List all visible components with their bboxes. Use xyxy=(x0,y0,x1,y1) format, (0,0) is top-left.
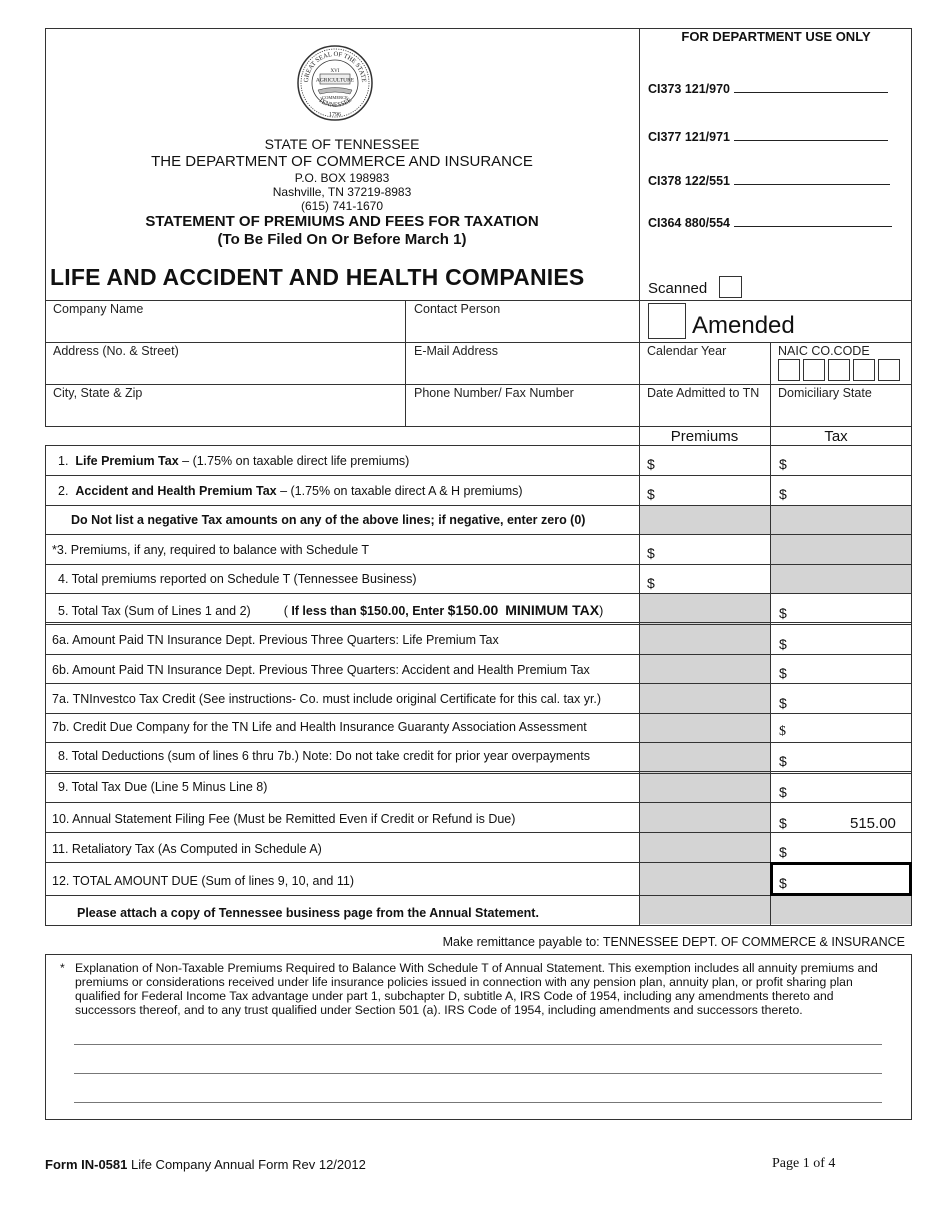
line-2-label: 2. Accident and Health Premium Tax – (1.75% on taxable direct A & H premiums) xyxy=(58,484,523,498)
line-6b-label: 6b. Amount Paid TN Insurance Dept. Previous Three Quarters: Accident and Health Premium Tax xyxy=(52,663,590,677)
line-7b-label: 7b. Credit Due Company for the TN Life and Health Insurance Guaranty Association Assessment xyxy=(52,720,587,734)
line-1-premium-field[interactable]: $ xyxy=(647,456,655,472)
premiums-column-header: Premiums xyxy=(670,428,739,445)
remittance-note: Make remittance payable to: TENNESSEE DEPT. OF COMMERCE & INSURANCE xyxy=(442,935,905,949)
line-1-label: 1. Life Premium Tax – (1.75% on taxable direct life premiums) xyxy=(58,454,410,468)
total-due-highlight-box xyxy=(770,862,912,896)
line-5-tax-field[interactable]: $ xyxy=(779,605,787,621)
dept-code-ci364-field[interactable] xyxy=(734,215,892,227)
line-2-premium-field[interactable]: $ xyxy=(647,486,655,502)
svg-text:COMMERCE: COMMERCE xyxy=(322,95,348,100)
line-1-tax-field[interactable]: $ xyxy=(779,456,787,472)
line-8-tax-field[interactable]: $ xyxy=(779,753,787,769)
explanation-write-line-2[interactable] xyxy=(74,1073,882,1074)
explanation-asterisk: * xyxy=(60,961,65,975)
contact-person-field[interactable]: Contact Person xyxy=(414,302,501,316)
tax-column-header: Tax xyxy=(824,428,848,445)
svg-text:TENNESSEE: TENNESSEE xyxy=(316,96,354,109)
form-title: LIFE AND ACCIDENT AND HEALTH COMPANIES xyxy=(50,264,585,290)
company-name-field[interactable]: Company Name xyxy=(53,302,144,316)
po-box: P.O. BOX 198983 xyxy=(294,171,390,185)
explanation-write-line-3[interactable] xyxy=(74,1102,882,1103)
state-seal-logo xyxy=(296,44,374,122)
attach-page-note: Please attach a copy of Tennessee business page from the Annual Statement. xyxy=(77,906,539,920)
line-3-label: *3. Premiums, if any, required to balance with Schedule T xyxy=(52,543,370,557)
department-use-title: FOR DEPARTMENT USE ONLY xyxy=(681,29,871,44)
dept-code-ci373: CI373 121/970 xyxy=(648,81,888,96)
line-5-label: 5. Total Tax (Sum of Lines 1 and 2) ( If less than $150.00, Enter $150.00 MINIMUM TAX) xyxy=(58,602,604,618)
email-field[interactable]: E-Mail Address xyxy=(414,344,499,358)
svg-text:XVI: XVI xyxy=(330,69,340,74)
state-name: STATE OF TENNESSEE xyxy=(264,136,420,152)
line-11-label: 11. Retaliatory Tax (As Computed in Schedule A) xyxy=(52,842,322,856)
dept-code-ci378-field[interactable] xyxy=(734,173,890,185)
line-10-amount: 515.00 xyxy=(850,815,896,832)
line-7b-tax-field[interactable]: $ xyxy=(779,724,786,739)
statement-title: STATEMENT OF PREMIUMS AND FEES FOR TAXATION xyxy=(145,213,539,230)
amended-label: Amended xyxy=(692,312,795,339)
line-12-tax-field[interactable]: $ xyxy=(779,875,787,891)
line-4-label: 4. Total premiums reported on Schedule T (Tennessee Business) xyxy=(58,572,417,586)
line-4-premium-field[interactable]: $ xyxy=(647,575,655,591)
naic-code-label: NAIC CO.CODE xyxy=(778,344,870,358)
line-6a-label: 6a. Amount Paid TN Insurance Dept. Previous Three Quarters: Life Premium Tax xyxy=(52,633,499,647)
naic-code-box-5[interactable] xyxy=(878,359,900,381)
form-id: Form IN-0581 Life Company Annual Form Rev 12/2012 xyxy=(45,1157,366,1172)
svg-text:1796: 1796 xyxy=(329,112,341,118)
scanned-checkbox[interactable] xyxy=(719,276,742,298)
line-11-tax-field[interactable]: $ xyxy=(779,844,787,860)
line-6a-tax-field[interactable]: $ xyxy=(779,636,787,652)
dept-code-ci364: CI364 880/554 xyxy=(648,215,892,230)
explanation-text: Explanation of Non-Taxable Premiums Required to Balance With Schedule T of Annual Statement. This exemption includes all annuity premiums and premiums or considerations received under life insurance policies issued in connection with any pension plan, annuity plan, or profit sharing plan qualified for Federal Income Tax advantage under part 1, subchapter D, subtitle A, IRS Code of 1954, including any amendments thereto and successors thereof, and to any trust qualified under Section 501 (a). IRS Code of 1954, including amendments and successors thereto. xyxy=(75,961,878,1017)
line-8-label: 8. Total Deductions (sum of lines 6 thru 7b.) Note: Do not take credit for prior year overpayments xyxy=(58,749,590,763)
dept-code-ci377: CI377 121/971 xyxy=(648,129,888,144)
date-admitted-field[interactable]: Date Admitted to TN xyxy=(647,386,760,400)
city-address: Nashville, TN 37219-8983 xyxy=(272,185,412,199)
city-state-zip-field[interactable]: City, State & Zip xyxy=(53,386,143,400)
line-7a-label: 7a. TNInvestco Tax Credit (See instructions- Co. must include original Certificate for this cal. tax yr.) xyxy=(52,692,602,706)
line-6b-tax-field[interactable]: $ xyxy=(779,665,787,681)
department-name: THE DEPARTMENT OF COMMERCE AND INSURANCE xyxy=(151,153,533,170)
phone-fax-field[interactable]: Phone Number/ Fax Number xyxy=(414,386,574,400)
filing-deadline-note: (To Be Filed On Or Before March 1) xyxy=(217,231,467,248)
line-10-tax-field[interactable]: $ xyxy=(779,815,787,831)
naic-code-box-1[interactable] xyxy=(778,359,800,381)
line-10-label: 10. Annual Statement Filing Fee (Must be Remitted Even if Credit or Refund is Due) xyxy=(52,812,516,826)
line-9-label: 9. Total Tax Due (Line 5 Minus Line 8) xyxy=(58,780,268,794)
negative-amount-note: Do Not list a negative Tax amounts on any of the above lines; if negative, enter zero (0) xyxy=(71,513,586,527)
scanned-label: Scanned xyxy=(648,280,708,297)
line-12-label: 12. TOTAL AMOUNT DUE (Sum of lines 9, 10, and 11) xyxy=(52,874,354,888)
department-phone: (615) 741-1670 xyxy=(300,199,384,213)
domiciliary-state-field[interactable]: Domiciliary State xyxy=(778,386,872,400)
address-field[interactable]: Address (No. & Street) xyxy=(53,344,179,358)
naic-code-box-2[interactable] xyxy=(803,359,825,381)
line-2-tax-field[interactable]: $ xyxy=(779,486,787,502)
svg-text:AGRICULTURE: AGRICULTURE xyxy=(315,77,355,84)
amended-checkbox[interactable] xyxy=(648,303,686,339)
calendar-year-field[interactable]: Calendar Year xyxy=(647,344,727,358)
dept-code-ci377-field[interactable] xyxy=(734,129,888,141)
naic-code-box-4[interactable] xyxy=(853,359,875,381)
svg-text:GREAT SEAL OF THE STATE: GREAT SEAL OF THE STATE xyxy=(302,50,368,83)
line-3-premium-field[interactable]: $ xyxy=(647,545,655,561)
dept-code-ci378: CI378 122/551 xyxy=(648,173,890,188)
naic-code-box-3[interactable] xyxy=(828,359,850,381)
explanation-write-line-1[interactable] xyxy=(74,1044,882,1045)
line-9-tax-field[interactable]: $ xyxy=(779,784,787,800)
page-number: Page 1 of 4 xyxy=(772,1156,836,1171)
line-7a-tax-field[interactable]: $ xyxy=(779,695,787,711)
dept-code-ci373-field[interactable] xyxy=(734,81,888,93)
